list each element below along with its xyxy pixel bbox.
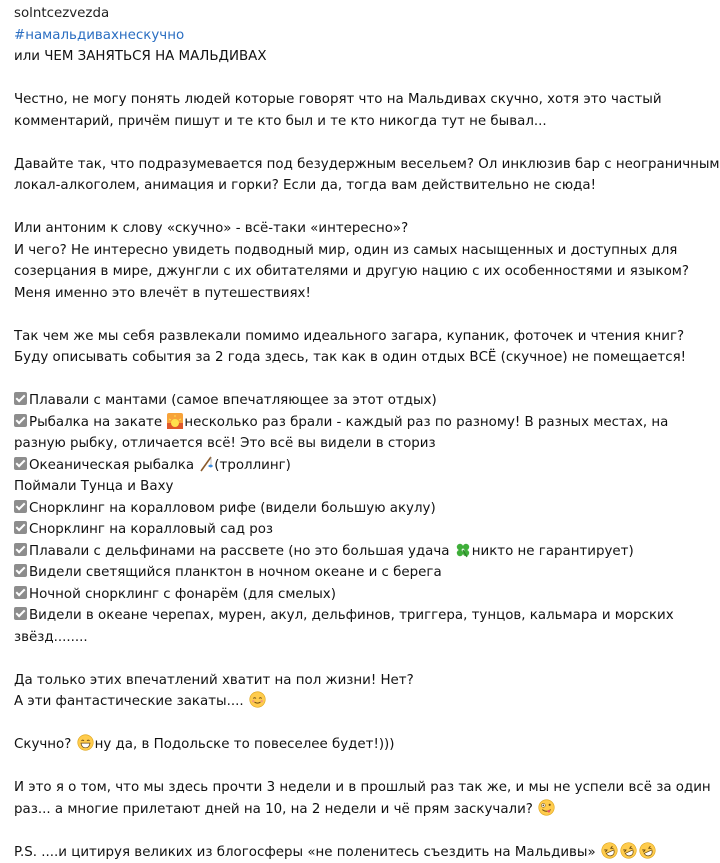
list-item-continuation: разную рыбку, отличается всё! Это всё вы видели в сториз (14, 433, 636, 455)
list-item-text: несколько раз брали - каждый раз по разному! В разных местах, на (184, 415, 668, 430)
paragraph-line: Честно, не могу понять людей которые говорят что на Мальдивах скучно, хотя это частый (14, 89, 636, 111)
relieved-face-icon (249, 691, 266, 708)
postscript-line (14, 842, 636, 863)
checked-box-icon (14, 414, 27, 427)
list-item (14, 412, 636, 434)
hashtag-link[interactable]: #намальдивахнескучно (14, 25, 636, 47)
paragraph-line: локал-алкоголем, анимация и горки? Если да, тогда вам действительно не сюда! (14, 175, 636, 197)
paragraph-text: Скучно? (14, 737, 76, 752)
rolling-laughing-face-icon (620, 842, 637, 859)
paragraph-line: И чего? Не интересно увидеть подводный мир, один из самых насыщенных и доступных для (14, 240, 636, 262)
paragraph-line (14, 799, 636, 821)
list-item-continuation: звёзд........ (14, 627, 636, 649)
list-item (14, 584, 636, 606)
paragraph-line: Да только этих впечатлений хватит на пол жизни! Нет? (14, 670, 636, 692)
checked-box-icon (14, 586, 27, 599)
list-item (14, 562, 636, 584)
list-item-text: Плавали с дельфинами на рассвете (но это большая удача (29, 544, 454, 559)
checked-box-icon (14, 564, 27, 577)
paragraph-text: раз... а многие прилетают дней на 10, на 2 недели и чё прям заскучали? (14, 802, 537, 817)
paragraph-line: И это я о том, что мы здесь прочти 3 недели и в прошлый раз так же, и мы не успели всё за один (14, 777, 636, 799)
paragraph-line (14, 691, 636, 713)
paragraph-line (14, 734, 636, 756)
paragraph-text: P.S. ....и цитируя великих из блогосферы «не поленитесь съездить на Мальдивы» (14, 845, 600, 860)
paragraph-line: Так чем же мы себя развлекали помимо идеального загара, купаник, фоточек и чтения книг? (14, 326, 636, 348)
list-item-text: никто не гарантирует) (472, 544, 634, 559)
list-item (14, 455, 636, 477)
paragraph-line: Буду описывать события за 2 года здесь, так как в один отдых ВСЁ (скучное) не помещается! (14, 347, 636, 369)
checked-box-icon (14, 521, 27, 534)
list-item-text: Рыбалка на закате (29, 415, 166, 430)
list-item-text: Ночной снорклинг с фонарём (для смелых) (29, 587, 336, 602)
rolling-laughing-face-icon (601, 842, 618, 859)
list-item-text: Видели в океане черепах, мурен, акул, дельфинов, триггера, тунцов, кальмара и морских (29, 608, 674, 623)
post-title: или ЧЕМ ЗАНЯТЬСЯ НА МАЛЬДИВАХ (14, 46, 636, 68)
paragraph-line: созерцания в мире, джунгли с их обитателями и другую нацию с их особенностями и языком? (14, 261, 636, 283)
zany-face-icon (538, 799, 555, 816)
paragraph-text: ну да, в Подольске то повеселее будет!))) (95, 737, 395, 752)
sunset-icon (167, 413, 183, 429)
list-item (14, 390, 636, 412)
checked-box-icon (14, 607, 27, 620)
paragraph-line: Давайте так, что подразумевается под безудержным весельем? Ол инклюзив бар с неограничным (14, 154, 636, 176)
checked-box-icon (14, 500, 27, 513)
list-item-text: Снорклинг на коралловый сад роз (29, 522, 273, 537)
list-item-text: Плавали с мантами (самое впечатляющее за этот отдых) (29, 393, 437, 408)
list-item-text: Снорклинг на коралловом рифе (видели большую акулу) (29, 501, 436, 516)
list-item (14, 498, 636, 520)
paragraph-line: комментарий, причём пишут и те кто был и те кто никогда тут не бывал... (14, 111, 636, 133)
four-leaf-clover-icon (455, 542, 471, 558)
list-item-text: (троллинг) (214, 458, 291, 473)
checked-box-icon (14, 392, 27, 405)
list-item-text: Океаническая рыбалка (29, 458, 198, 473)
paragraph-line: Или антоним к слову «скучно» - всё-таки «интересно»? (14, 218, 636, 240)
grinning-face-icon (77, 734, 94, 751)
list-item (14, 605, 636, 627)
paragraph-line: Меня именно это влечёт в путешествиях! (14, 283, 636, 305)
fishing-pole-icon (199, 456, 213, 472)
author-username[interactable]: solntcezvezda (14, 3, 636, 25)
paragraph-text: А эти фантастические закаты.... (14, 694, 248, 709)
list-item-continuation: Поймали Тунца и Ваху (14, 476, 636, 498)
checked-box-icon (14, 457, 27, 470)
list-item-text: Видели светящийся планктон в ночном океане и с берега (29, 565, 442, 580)
checked-box-icon (14, 543, 27, 556)
list-item (14, 519, 636, 541)
rolling-laughing-face-icon (639, 842, 656, 859)
list-item (14, 541, 636, 563)
